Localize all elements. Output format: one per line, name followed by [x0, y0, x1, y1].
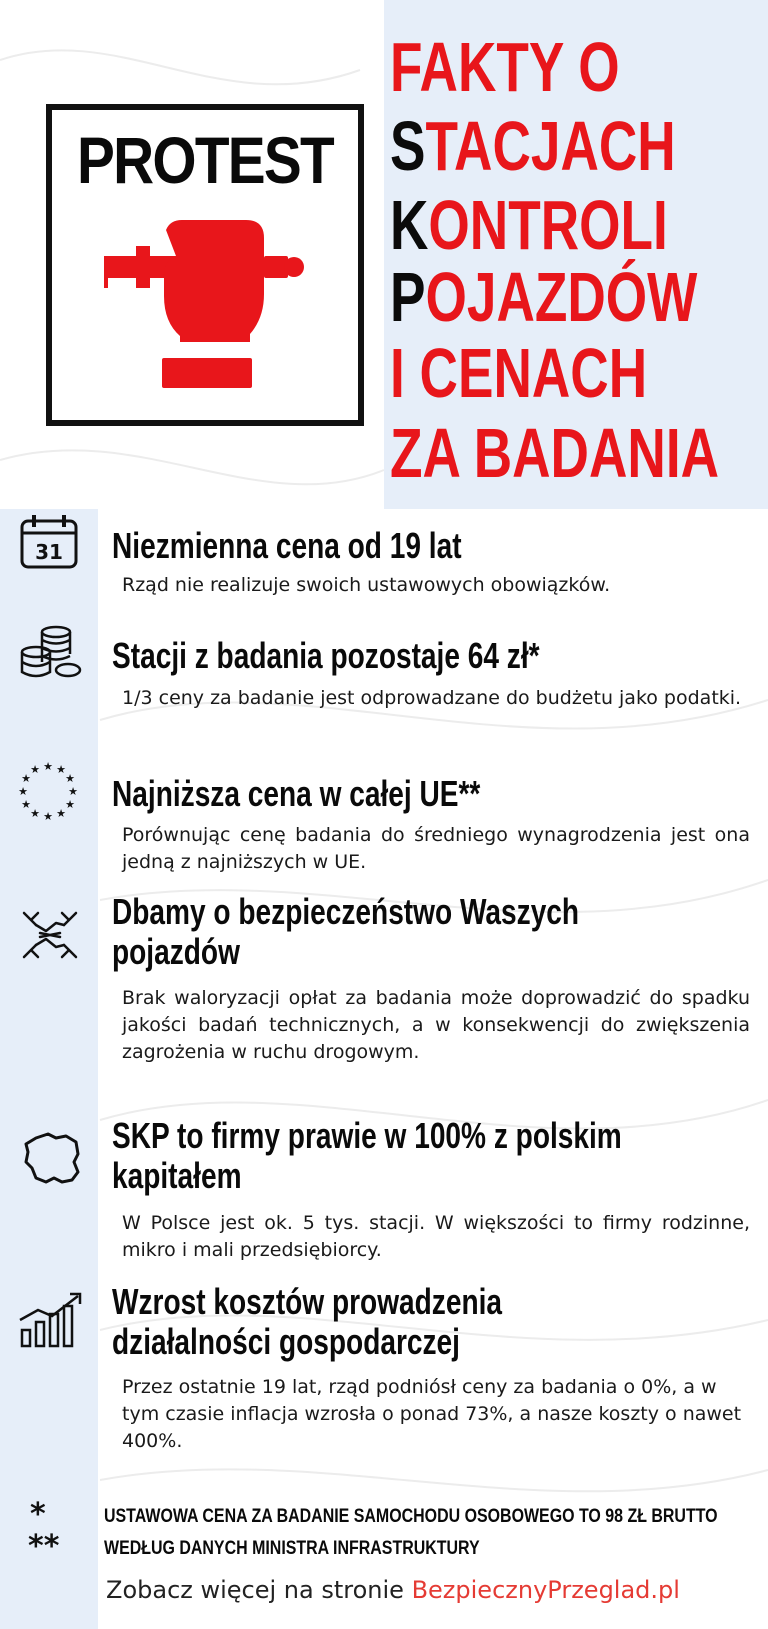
protest-logo: [46, 104, 364, 426]
poland-map-icon: [18, 1130, 82, 1188]
calendar-icon: [18, 513, 82, 571]
fact-5-text: W Polsce jest ok. 5 tys. stacji. W większości to firmy rodzinne, mikro i mali przedsiębiorcy.: [122, 1212, 750, 1261]
fact-5-heading: SKP to firmy prawie w 100% z polskim kapitałem: [112, 1115, 622, 1196]
website-link[interactable]: BezpiecznyPrzeglad.pl: [411, 1576, 680, 1604]
svg-text:★: ★: [56, 763, 66, 776]
teamwork-hands-icon: [18, 905, 82, 965]
footnote-text-1: USTAWOWA CENA ZA BADANIE SAMOCHODU OSOBOWEGO TO 98 ZŁ BRUTTO: [104, 1506, 718, 1527]
fact-1-heading: Niezmienna cena od 19 lat: [112, 525, 462, 566]
fact-3-text: Porównując cenę badania do średniego wynagrodzenia jest ona jedną z najniższych w UE.: [122, 824, 750, 873]
fact-2-heading: Stacji z badania pozostaje 64 zł*: [112, 635, 540, 676]
fact-1-text: Rząd nie realizuje swoich ustawowych obowiązków.: [122, 574, 611, 596]
fact-3-heading: Najniższa cena w całej UE**: [112, 773, 481, 814]
title-line-5: I CENACH: [390, 334, 648, 412]
title-line-2: STACJACH: [390, 107, 676, 185]
svg-text:★: ★: [18, 785, 28, 798]
coins-icon: [18, 624, 82, 680]
fact-4-heading: Dbamy o bezpieczeństwo Waszych pojazdów: [112, 891, 580, 972]
svg-text:★: ★: [65, 772, 75, 785]
title-line-1: FAKTY O: [390, 28, 620, 106]
protest-word: PROTEST: [76, 123, 334, 197]
fist-wrench-icon: [104, 218, 308, 390]
svg-text:★: ★: [30, 807, 40, 820]
svg-text:★: ★: [56, 807, 66, 820]
growth-chart-icon: [18, 1290, 84, 1348]
eu-stars-icon: [18, 760, 82, 822]
svg-text:★: ★: [43, 760, 53, 773]
svg-text:★: ★: [68, 785, 78, 798]
fact-4-text: Brak waloryzacji opłat za badania może doprowadzić do spadku jakości badań technicznych, a w konsekwencji do zwiększenia zagrożenia w ruchu drogowym.: [122, 987, 750, 1063]
fact-6-text: Przez ostatnie 19 lat, rząd podniósł ceny za badania o 0%, a w tym czasie inflacja wzrosła o ponad 73%, a nasze koszty o nawet 400%.: [122, 1376, 742, 1452]
svg-text:★: ★: [43, 810, 53, 822]
svg-text:★: ★: [65, 798, 75, 811]
footnote-mark-1: *: [30, 1497, 46, 1532]
svg-text:★: ★: [21, 772, 31, 785]
title-line-3: KONTROLI: [390, 186, 668, 264]
calendar-day: 31: [35, 540, 63, 564]
fact-2-text: 1/3 ceny za badanie jest odprowadzane do budżetu jako podatki.: [122, 687, 742, 709]
svg-text:★: ★: [21, 798, 31, 811]
title-line-6: ZA BADANIA: [390, 414, 720, 492]
svg-text:★: ★: [30, 763, 40, 776]
fact-6-heading: Wzrost kosztów prowadzenia działalności gospodarczej: [112, 1281, 503, 1362]
footnote-mark-2: **: [28, 1529, 60, 1564]
title-line-4: POJAZDÓW: [390, 258, 698, 336]
see-more-line: Zobacz więcej na stronie BezpiecznyPrzeglad.pl: [106, 1576, 680, 1604]
footnote-text-2: WEDŁUG DANYCH MINISTRA INFRASTRUKTURY: [104, 1538, 480, 1559]
